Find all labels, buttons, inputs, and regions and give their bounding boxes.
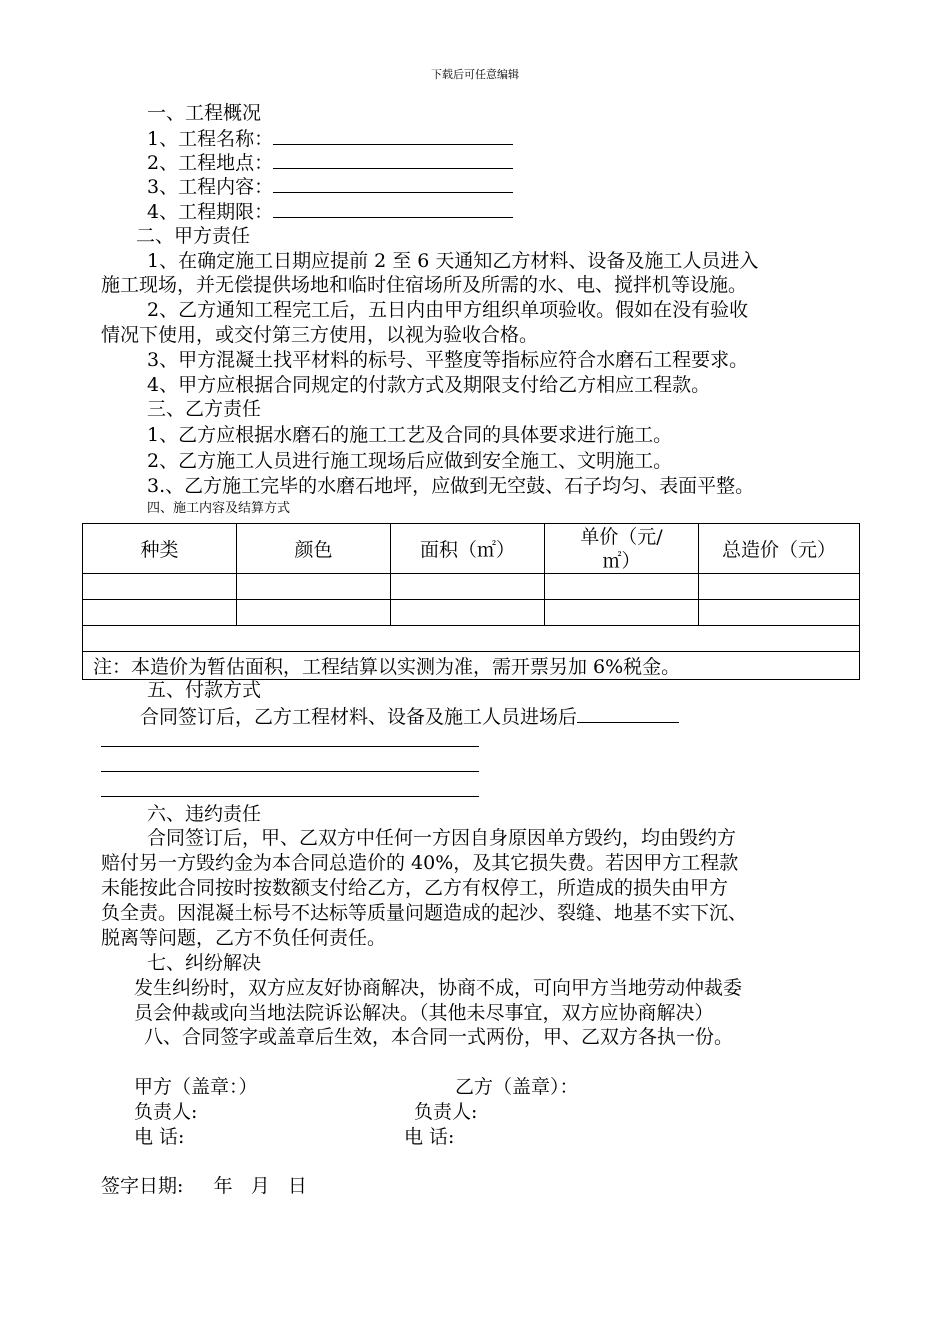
project-name-row <box>147 126 513 151</box>
payment-blank-line-1[interactable] <box>101 746 479 747</box>
project-period-row <box>147 199 513 224</box>
table-cell[interactable] <box>83 626 860 652</box>
table-cell[interactable] <box>237 600 391 626</box>
project-content-label: 3、工程内容： <box>147 176 274 198</box>
party-a-responsible: 负责人: <box>134 1101 198 1123</box>
project-period-label: 4、工程期限： <box>147 201 274 223</box>
s6-line2: 赔付另一方毁约金为本合同总造价的 40%，及其它损失费。若因甲方工程款 <box>101 852 739 874</box>
payment-blank-line-2[interactable] <box>101 771 479 772</box>
page-header: 下载后可任意编辑 <box>431 68 519 81</box>
payment-field[interactable] <box>577 704 679 723</box>
party-b-responsible: 负责人: <box>414 1101 478 1123</box>
payment-blank-line-3[interactable] <box>101 796 479 797</box>
settlement-table <box>82 523 860 680</box>
s2-para3: 3、甲方混凝土找平材料的标号、平整度等指标应符合水磨石工程要求。 <box>147 349 749 371</box>
project-location-field[interactable] <box>273 150 513 169</box>
col-unit-price-line1: 单价（元/ <box>580 525 663 548</box>
party-b-seal: 乙方（盖章）： <box>455 1076 579 1098</box>
party-a-phone: 电 话: <box>134 1126 185 1148</box>
sign-date: 签字日期: 年 月 日 <box>101 1175 307 1197</box>
section-1-title: 一、工程概况 <box>147 102 262 124</box>
table-note-row <box>83 652 860 680</box>
section-7-title: 七、纠纷解决 <box>147 952 262 974</box>
table-cell[interactable] <box>391 574 545 600</box>
table-cell[interactable] <box>83 574 237 600</box>
col-total: 总造价（元） <box>699 524 860 574</box>
payment-row <box>140 704 679 729</box>
s2-para1-line2: 施工现场，并无偿提供场地和临时住宿场所及所需的水、电、搅拌机等设施。 <box>101 274 748 296</box>
s6-line3: 未能按此合同按时按数额支付给乙方，乙方有权停工，所造成的损失由甲方 <box>101 877 729 899</box>
project-location-label: 2、工程地点： <box>147 152 274 174</box>
section-8-text: 八、合同签字或盖章后生效，本合同一式两份，甲、乙双方各执一份。 <box>144 1026 734 1048</box>
table-note: 注：本造价为暂估面积，工程结算以实测为准，需开票另加 6%税金。 <box>83 652 860 680</box>
section-5-title: 五、付款方式 <box>147 679 262 701</box>
party-a-seal: 甲方（盖章：） <box>134 1076 258 1098</box>
table-cell[interactable] <box>545 600 699 626</box>
table-cell[interactable] <box>545 574 699 600</box>
s3-para3: 3.、乙方施工完毕的水磨石地坪，应做到无空鼓、石子均匀、表面平整。 <box>147 475 755 497</box>
section-2-title: 二、甲方责任 <box>136 225 251 247</box>
col-type: 种类 <box>83 524 237 574</box>
table-cell[interactable] <box>237 574 391 600</box>
s7-line2: 员会仲裁或向当地法院诉讼解决。（其他未尽事宜，双方应协商解决） <box>134 1002 714 1024</box>
project-content-field[interactable] <box>273 174 513 193</box>
project-name-label: 1、工程名称： <box>147 128 274 150</box>
s7-line1: 发生纠纷时，双方应友好协商解决，协商不成，可向甲方当地劳动仲裁委 <box>134 977 743 999</box>
project-name-field[interactable] <box>273 126 513 145</box>
table-cell[interactable] <box>391 600 545 626</box>
s3-para1: 1、乙方应根据水磨石的施工工艺及合同的具体要求进行施工。 <box>147 424 673 446</box>
s2-para1-line1: 1、在确定施工日期应提前 2 至 6 天通知乙方材料、设备及施工人员进入 <box>147 250 759 272</box>
table-row <box>83 600 860 626</box>
table-row <box>83 626 860 652</box>
col-color: 颜色 <box>237 524 391 574</box>
s2-para2-line1: 2、乙方通知工程完工后，五日内由甲方组织单项验收。假如在没有验收 <box>147 299 749 321</box>
col-area: 面积（㎡） <box>391 524 545 574</box>
table-row <box>83 574 860 600</box>
section-6-title: 六、违约责任 <box>147 803 262 825</box>
col-unit-price-line2: ㎡） <box>602 549 641 572</box>
table-cell[interactable] <box>699 574 860 600</box>
table-cell[interactable] <box>699 600 860 626</box>
project-content-row <box>147 174 513 199</box>
section-4-title: 四、施工内容及结算方式 <box>147 501 291 516</box>
col-unit-price <box>545 524 699 574</box>
table-header-row <box>83 524 860 574</box>
s2-para2-line2: 情况下使用，或交付第三方使用，以视为验收合格。 <box>101 324 539 346</box>
s2-para4: 4、甲方应根据合同规定的付款方式及期限支付给乙方相应工程款。 <box>147 374 711 396</box>
project-period-field[interactable] <box>273 199 513 218</box>
section-3-title: 三、乙方责任 <box>147 398 262 420</box>
s3-para2: 2、乙方施工人员进行施工现场后应做到安全施工、文明施工。 <box>147 450 673 472</box>
s6-line4: 负全责。因混凝土标号不达标等质量问题造成的起沙、裂缝、地基不实下沉、 <box>101 902 748 924</box>
s6-line5: 脱离等问题，乙方不负任何责任。 <box>101 927 387 949</box>
party-b-phone: 电 话: <box>404 1126 455 1148</box>
s6-line1: 合同签订后，甲、乙双方中任何一方因自身原因单方毁约，均由毁约方 <box>147 827 737 849</box>
table-cell[interactable] <box>83 600 237 626</box>
payment-text: 合同签订后，乙方工程材料、设备及施工人员进场后 <box>140 706 578 728</box>
project-location-row <box>147 150 513 175</box>
